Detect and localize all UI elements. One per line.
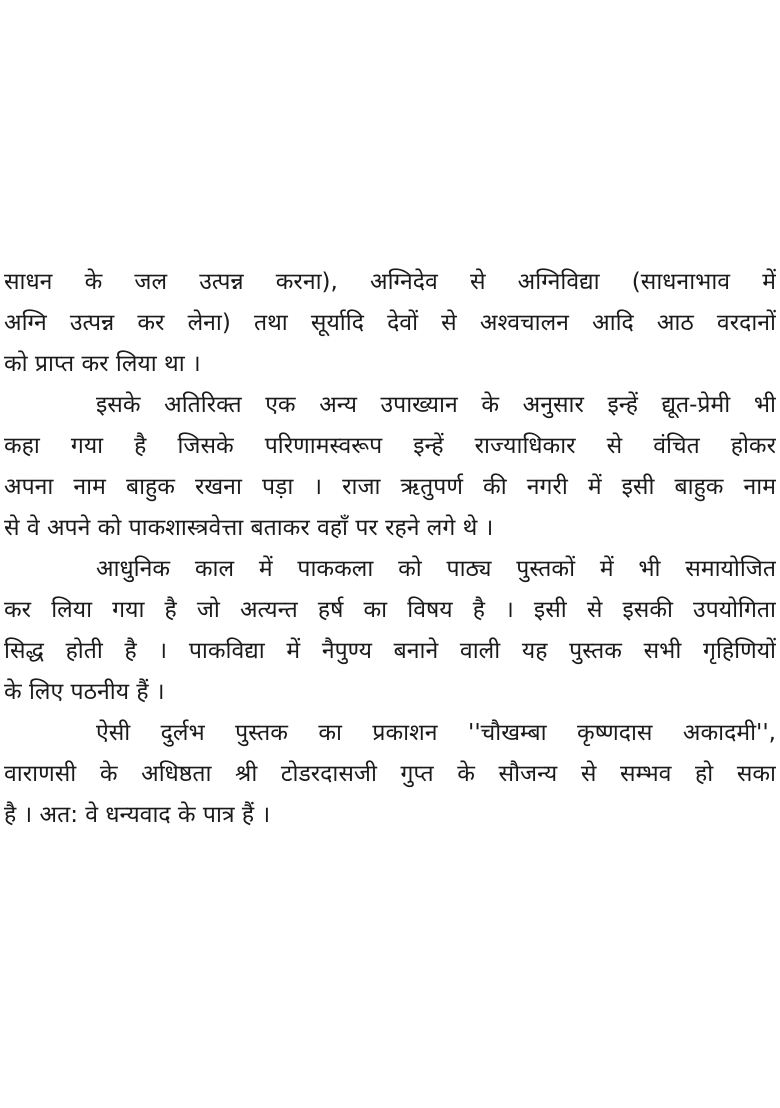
text-line: अग्नि उत्पन्न कर लेना) तथा सूर्यादि देवों से अश्वचालन आदि आठ वरदानों <box>4 310 776 336</box>
text-line: आधुनिक काल में पाककला को पाठ्य पुस्तकों में भी समायोजित <box>96 556 776 582</box>
text-line: ऐसी दुर्लभ पुस्तक का प्रकाशन ''चौखम्बा कृष्णदास अकादमी'', <box>96 720 776 746</box>
text-line: कर लिया गया है जो अत्यन्त हर्ष का विषय है । इसी से इसकी उपयोगिता <box>4 597 776 623</box>
body-text <box>4 262 776 836</box>
text-line: से वे अपने को पाकशास्त्रवेत्ता बताकर वहाँ पर रहने लगे थे । <box>4 515 494 541</box>
text-line: अपना नाम बाहुक रखना पड़ा । राजा ऋतुपर्ण की नगरी में इसी बाहुक नाम <box>4 474 776 500</box>
text-line: कहा गया है जिसके परिणामस्वरूप इन्हें राज्याधिकार से वंचित होकर <box>4 433 776 459</box>
text-line: को प्राप्त कर लिया था । <box>4 351 201 377</box>
text-line: के लिए पठनीय हैं । <box>4 679 165 705</box>
text-line: इसके अतिरिक्त एक अन्य उपाख्यान के अनुसार इन्हें द्यूत-प्रेमी भी <box>96 392 776 418</box>
text-line: है । अत: वे धन्यवाद के पात्र हैं । <box>4 802 271 828</box>
text-line: साधन के जल उत्पन्न करना), अग्निदेव से अग्निविद्या (साधनाभाव में <box>4 269 776 295</box>
text-line: वाराणसी के अधिष्ठता श्री टोडरदासजी गुप्त के सौजन्य से सम्भव हो सका <box>4 761 776 787</box>
text-line: सिद्ध होती है । पाकविद्या में नैपुण्य बनाने वाली यह पुस्तक सभी गृहिणियों <box>4 638 776 664</box>
